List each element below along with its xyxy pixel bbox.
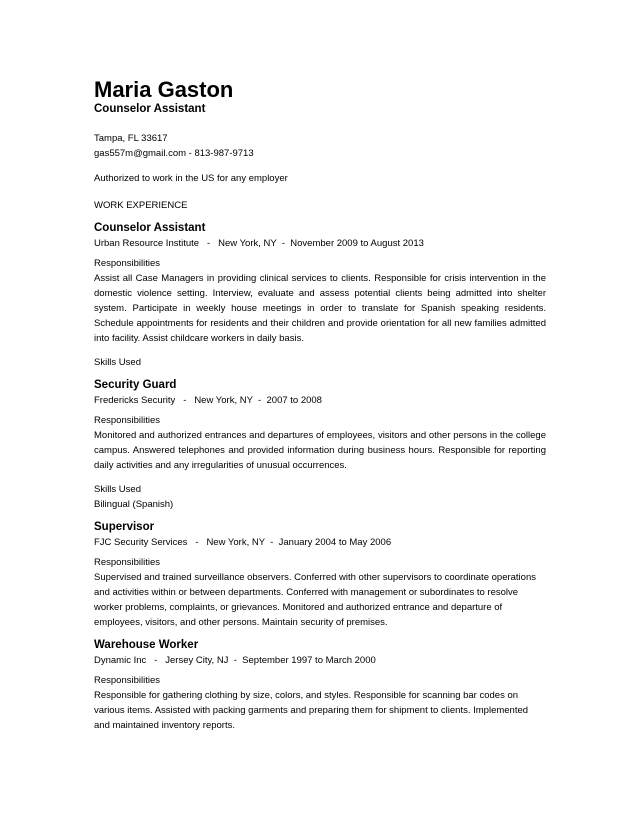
job-company: FJC Security Services <box>94 537 188 548</box>
candidate-name: Maria Gaston <box>94 77 234 102</box>
skills-label: Skills Used <box>94 484 141 495</box>
job-dates: November 2009 to August 2013 <box>290 238 424 249</box>
job-dates: 2007 to 2008 <box>266 395 322 406</box>
job-company: Urban Resource Institute <box>94 238 200 249</box>
responsibilities-label: Responsibilities <box>94 557 161 568</box>
candidate-headline: Counselor Assistant <box>94 103 206 115</box>
job-location: New York, NY <box>194 395 253 406</box>
job-title: Supervisor <box>94 521 155 533</box>
job-entry <box>94 378 546 512</box>
job-entry <box>94 221 546 370</box>
job-entry <box>94 520 546 630</box>
skills-value: Bilingual (Spanish) <box>94 499 174 510</box>
candidate-location: Tampa, FL 33617 <box>94 133 168 144</box>
job-title: Warehouse Worker <box>94 639 199 651</box>
resume-page <box>94 78 546 741</box>
skills-block <box>94 355 546 370</box>
job-meta: Dynamic Inc - Jersey City, NJ - September 1997 to March 2000 <box>94 655 376 666</box>
job-description: Assist all Case Managers in providing clinical services to clients. Responsible for crisis intervention in the domestic violence setting. Interview, evaluate and assess potential clients being admitted into shelter system. Participate in weekly house meetings in order to translate for Spanish speaking residents. Schedule appointments for residents and their children and provide orientation for all new families admitted into facility. Assist childcare workers in daily basis. <box>94 273 546 344</box>
job-meta: FJC Security Services - New York, NY - January 2004 to May 2006 <box>94 537 392 548</box>
job-location: Jersey City, NJ <box>165 655 229 666</box>
job-company: Dynamic Inc <box>94 655 147 666</box>
job-company: Fredericks Security <box>94 395 176 406</box>
job-meta: Fredericks Security - New York, NY - 2007 to 2008 <box>94 395 322 406</box>
job-entry <box>94 638 546 733</box>
job-description: Responsible for gathering clothing by size, colors, and styles. Responsible for scanning bar codes on various items. Assisted with packing garments and preparing them for shipment to clients. Implemented and maintained inventory reports. <box>94 690 529 731</box>
job-location: New York, NY <box>206 537 265 548</box>
section-title-work-experience: WORK EXPERIENCE <box>94 200 188 211</box>
skills-block <box>94 482 546 512</box>
job-title: Counselor Assistant <box>94 222 206 234</box>
work-authorization: Authorized to work in the US for any employer <box>94 173 288 184</box>
job-location: New York, NY <box>218 238 277 249</box>
job-dates: September 1997 to March 2000 <box>242 655 376 666</box>
job-description: Supervised and trained surveillance observers. Conferred with other supervisors to coordinate operations and activities within or between departments. Conferred with management or subordinates to resolve worker problems, complaints, or grievances. Monitored and authorized entrance and departure of employees, visitors, and other persons. Maintain security of premises. <box>94 572 536 628</box>
job-meta: Urban Resource Institute - New York, NY - November 2009 to August 2013 <box>94 238 424 249</box>
responsibilities-label: Responsibilities <box>94 258 161 269</box>
skills-label: Skills Used <box>94 357 141 368</box>
job-description: Monitored and authorized entrances and departures of employees, visitors and other persons in the college campus. Answered telephones and provided information during business hours. Responsible for reporting daily activities and any irregularities of unusual occurrences. <box>94 430 546 471</box>
responsibilities-label: Responsibilities <box>94 415 161 426</box>
responsibilities-label: Responsibilities <box>94 675 161 686</box>
candidate-contact: gas557m@gmail.com - 813-987-9713 <box>94 148 254 159</box>
job-dates: January 2004 to May 2006 <box>278 537 392 548</box>
job-title: Security Guard <box>94 379 177 391</box>
